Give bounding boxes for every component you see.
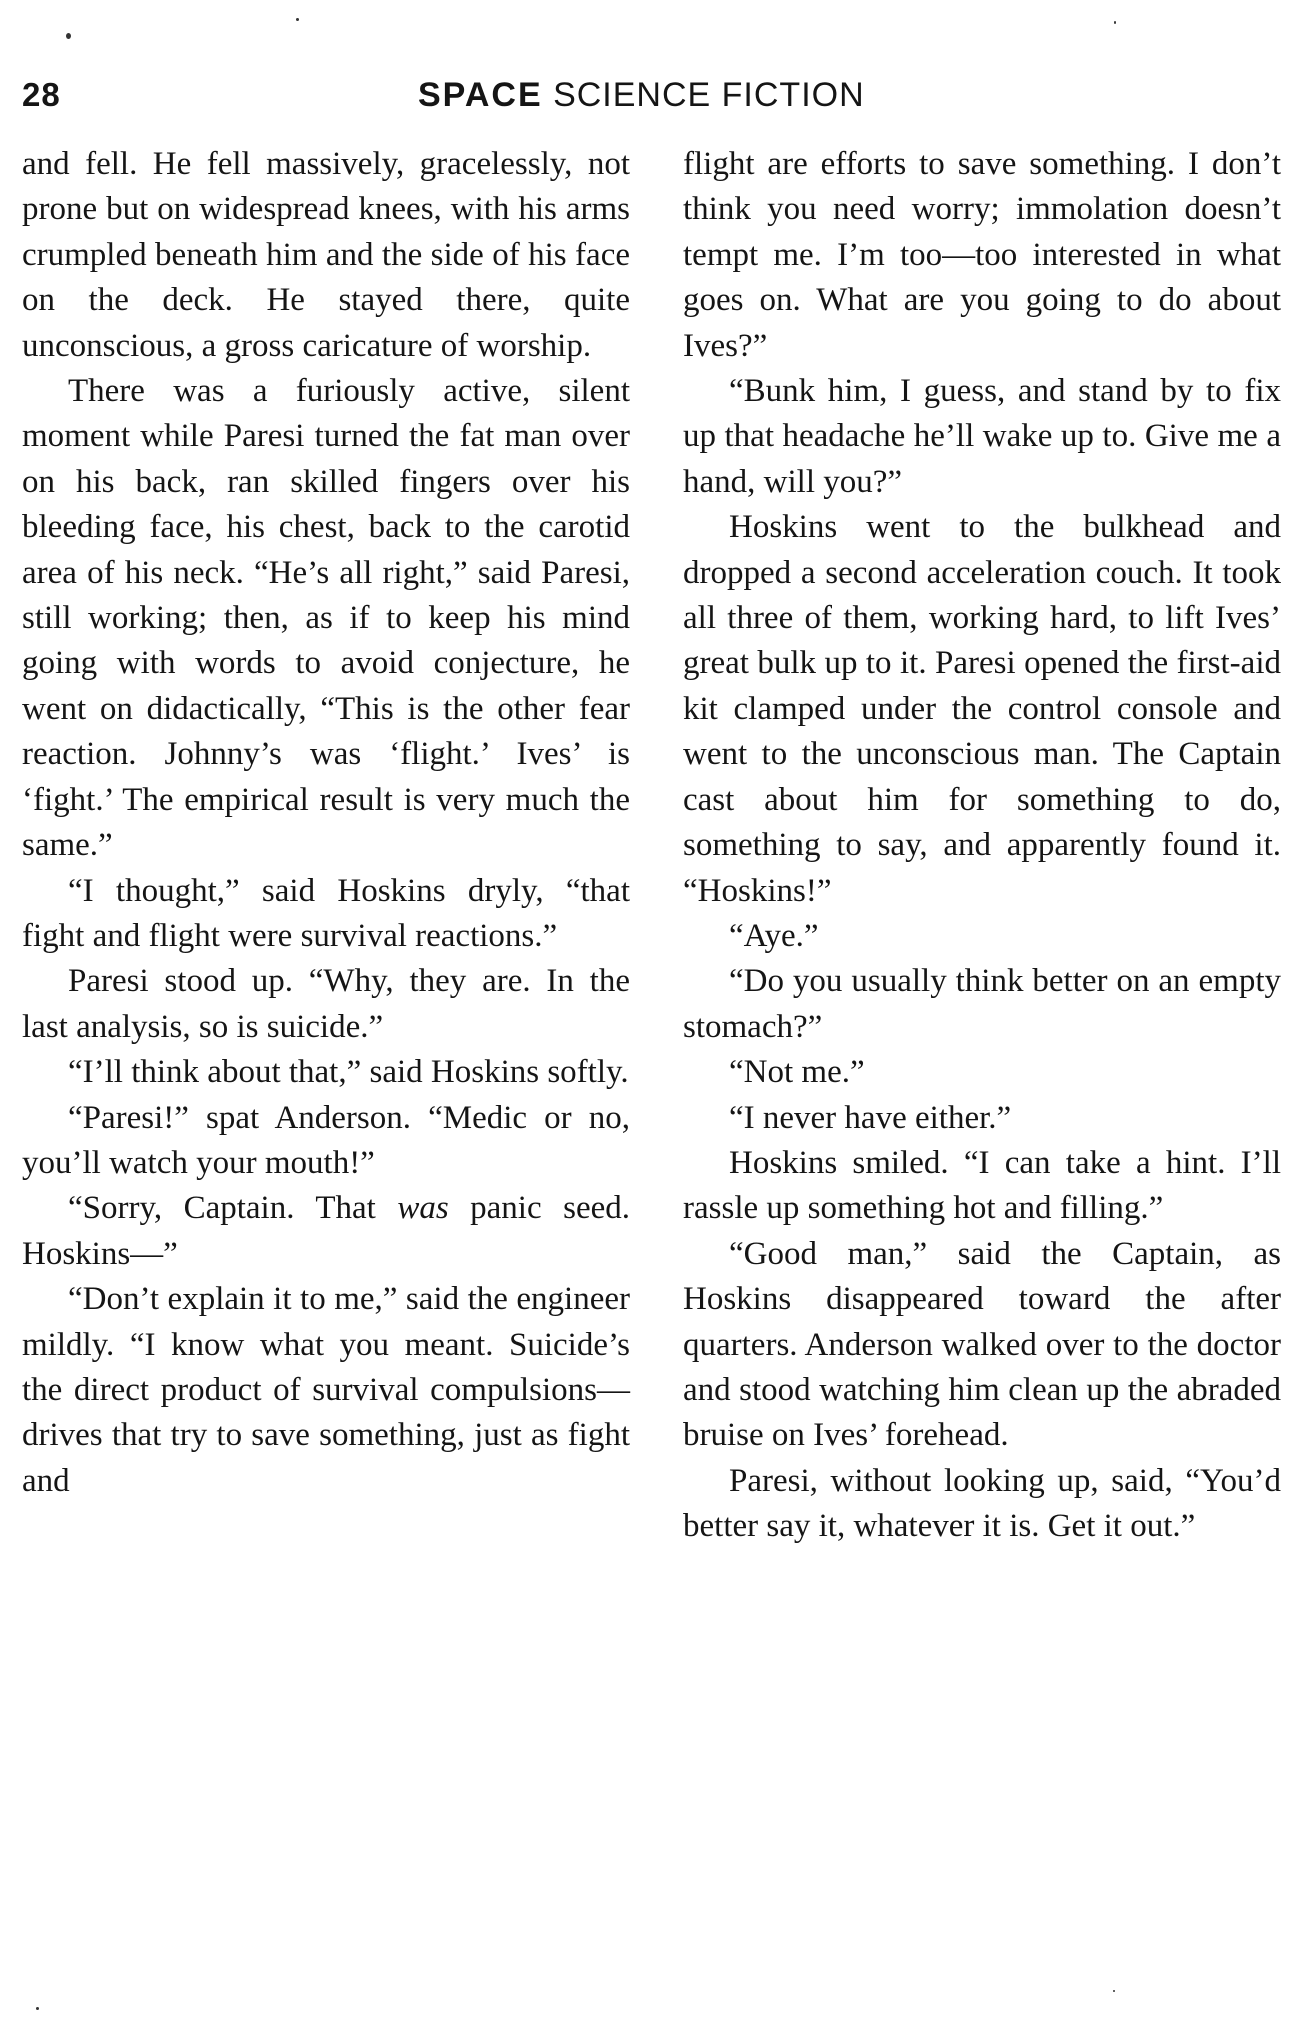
right-column bbox=[683, 142, 1281, 1550]
paragraph bbox=[22, 1186, 630, 1277]
paragraph: “Do you usually think better on an empty stomach?” bbox=[683, 963, 1281, 1045]
paragraph: “Paresi!” spat Anderson. “Medic or no, you’ll watch your mouth!” bbox=[22, 1099, 630, 1181]
paragraph: Paresi stood up. “Why, they are. In the last analysis, so is suicide.” bbox=[22, 963, 630, 1045]
paragraph: “Don’t explain it to me,” said the engineer mildly. “I know what you meant. Suicide’s the direct product of survival compulsions—drives that try to save something, just as fight and bbox=[22, 1281, 630, 1499]
paragraph: Hoskins went to the bulkhead and dropped a second acceleration couch. It took all three of them, working hard, to lift Ives’ great bulk up to it. Paresi opened the first-aid kit clamped under the control console and went to the unconscious man. The Captain cast about him for something to do, something to say, and apparently found it. “Hoskins!” bbox=[683, 509, 1281, 909]
paragraph: “Bunk him, I guess, and stand by to fix up that headache he’ll wake up to. Give me a hand, will you?” bbox=[683, 373, 1281, 500]
paragraph: “Good man,” said the Captain, as Hoskins disappeared toward the after quarters. Anderson walked over to the doctor and stood watching him clean up the abraded bruise on Ives’ forehead. bbox=[683, 1235, 1281, 1454]
left-column bbox=[22, 142, 630, 1504]
text-run: panic seed. Hoskins—” bbox=[22, 1190, 630, 1272]
paragraph: Hoskins smiled. “I can take a hint. I’ll rassle up something hot and filling.” bbox=[683, 1144, 1281, 1227]
paragraph: flight are efforts to save something. I don’t think you need worry; immolation doesn’t tempt me. I’m too—too interested in what goes on. What are you going to do about Ives?” bbox=[683, 146, 1281, 364]
emphasis: was bbox=[397, 1190, 449, 1227]
magazine-title-bold: SPACE bbox=[418, 76, 543, 114]
text-run: “Sorry, Captain. That bbox=[68, 1190, 398, 1227]
paragraph: “I thought,” said Hoskins dryly, “that fight and flight were survival reactions.” bbox=[22, 872, 630, 954]
paragraph: and fell. He fell massively, gracelessly, not prone but on widespread knees, with his arms crumpled beneath him and the side of his face on the deck. He stayed there, quite unconscious, a gross caricature of worship. bbox=[22, 146, 630, 364]
paragraph: Paresi, without looking up, said, “You’d better say it, whatever it is. Get it out.” bbox=[683, 1462, 1281, 1545]
paragraph: “Aye.” bbox=[729, 917, 819, 954]
page-number: 28 bbox=[22, 76, 61, 113]
paragraph: “Not me.” bbox=[729, 1054, 865, 1091]
magazine-title-rest: SCIENCE FICTION bbox=[542, 76, 865, 114]
paragraph: “I never have either.” bbox=[729, 1099, 1012, 1136]
paragraph: There was a furiously active, silent moment while Paresi turned the fat man over on his back, ran skilled fingers over his bleeding face, his chest, back to the carotid area of his neck. “He’s all right,” said Paresi, still working; then, as if to keep his mind going with words to avoid conjecture, he went on didactically, “This is the other fear reaction. Johnny’s was ‘flight.’ Ives’ is ‘fight.’ The empirical result is very much the same.” bbox=[22, 373, 630, 864]
paragraph: “I’ll think about that,” said Hoskins softly. bbox=[68, 1054, 629, 1091]
running-head bbox=[418, 76, 865, 115]
